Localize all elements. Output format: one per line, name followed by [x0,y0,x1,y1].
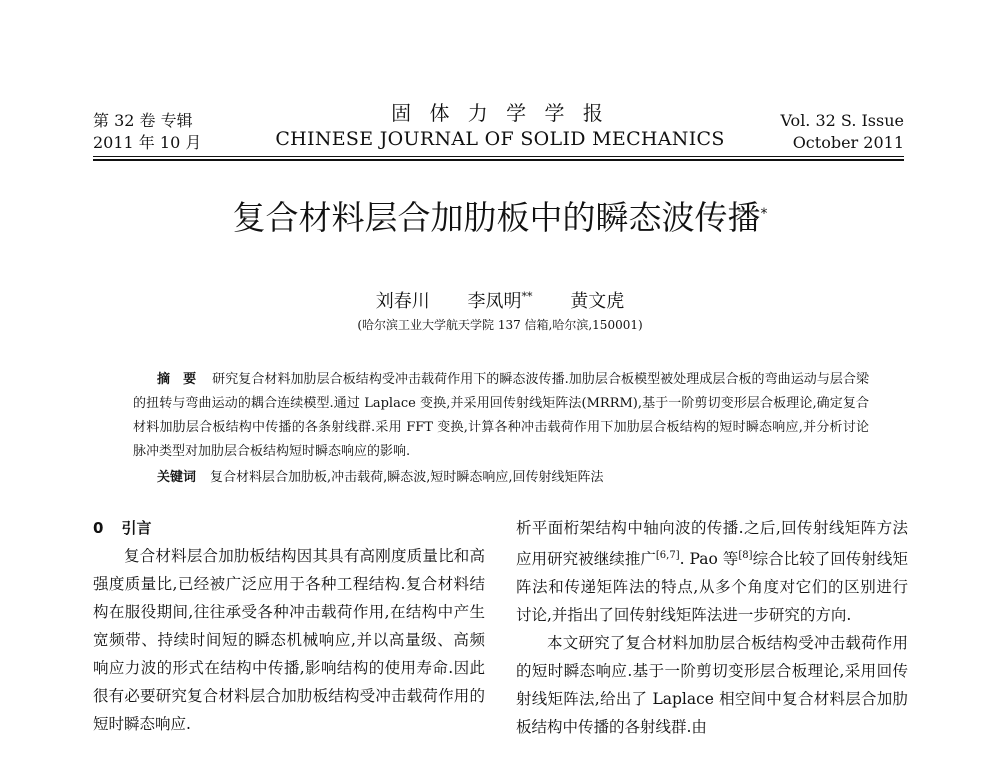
author [376,291,430,312]
affiliation: (哈尔滨工业大学航天学院 137 信箱,哈尔滨,150001) [357,318,643,332]
journal-name-block [250,100,750,152]
paper-title-text: 复合材料层合加肋板中的瞬态波传播 [232,198,761,237]
body-column-right [516,514,908,741]
abstract-text: 研究复合材料加肋层合板结构受冲击载荷作用下的瞬态波传播.加肋层合板模型被处理成层合板的弯曲运动与层合梁的扭转与弯曲运动的耦合连续模型.通过 Laplace 变换,并采用回传射线矩阵法(MRRM),基于一阶剪切变形层合板理论,确定复合材料加肋层合板结构中传播的各条射线群.采用 FFT 变换,计算各种冲击载荷作用下加肋层合板结构的短时瞬态响应,并分析讨论脉冲类型对加肋层合板结构短时瞬态响应的影响. [133,372,869,459]
volume-cn: 第 32 卷 专辑 [93,111,193,130]
author-list [0,287,1000,313]
header-volume-block [93,110,201,154]
paragraph-text: . Pao 等 [679,550,739,569]
title-footnote-mark: * [760,206,768,222]
journal-name-en: CHINESE JOURNAL OF SOLID MECHANICS [275,128,725,150]
author-name: 刘春川 [375,291,430,312]
abstract-label: 摘 要 [157,372,197,387]
author-mark: ** [521,290,533,303]
paragraph-text: 析平面桁架结构中轴向波的传播.之后,回传射线矩阵方法应用研究被继续推广 [516,519,908,569]
header-rule-thin [93,156,904,157]
body-column-left [93,514,485,738]
author [468,291,533,312]
journal-name-cn: 固 体 力 学 学 报 [391,101,609,125]
paragraph [516,514,908,629]
citation: [8] [738,550,753,561]
section-heading [93,514,485,542]
volume-en: Vol. 32 S. Issue [780,111,904,130]
author-name: 李凤明 [467,291,522,312]
header-rule-thick [93,159,904,161]
keywords-text: 复合材料层合加肋板,冲击载荷,瞬态波,短时瞬态响应,回传射线矩阵法 [210,470,604,485]
header-issue-block [780,110,904,154]
abstract [133,368,869,464]
section-title: 引言 [121,519,152,537]
author-name: 黄文虎 [570,291,625,312]
author [570,291,624,312]
date-en: October 2011 [792,133,904,152]
citation: [6,7] [655,550,680,561]
paragraph-text: 综合比较了回传射线矩阵法和传递矩阵法的特点,从多个角度对它们的区别进行讨论,并指出了回传射线矩阵法进一步研究的方向. [516,550,908,625]
section-number: 0 [93,519,104,537]
paragraph: 复合材料层合加肋板结构因其具有高刚度质量比和高强度质量比,已经被广泛应用于各种工程结构.复合材料结构在服役期间,往往承受各种冲击载荷作用,在结构中产生宽频带、持续时间短的瞬态机械响应,并以高量级、高频响应力波的形式在结构中传播,影响结构的使用寿命.因此很有必要研究复合材料层合加肋板结构受冲击载荷作用的短时瞬态响应. [93,547,485,733]
keywords [133,466,869,490]
date-cn: 2011 年 10 月 [93,133,202,152]
paragraph: 本文研究了复合材料加肋层合板结构受冲击载荷作用的短时瞬态响应.基于一阶剪切变形层合板理论,采用回传射线矩阵法,给出了 Laplace 相空间中复合材料层合加肋板结构中传播的各射线群.由 [516,634,908,737]
paper-title [0,196,1000,240]
keywords-label: 关键词 [157,470,197,485]
